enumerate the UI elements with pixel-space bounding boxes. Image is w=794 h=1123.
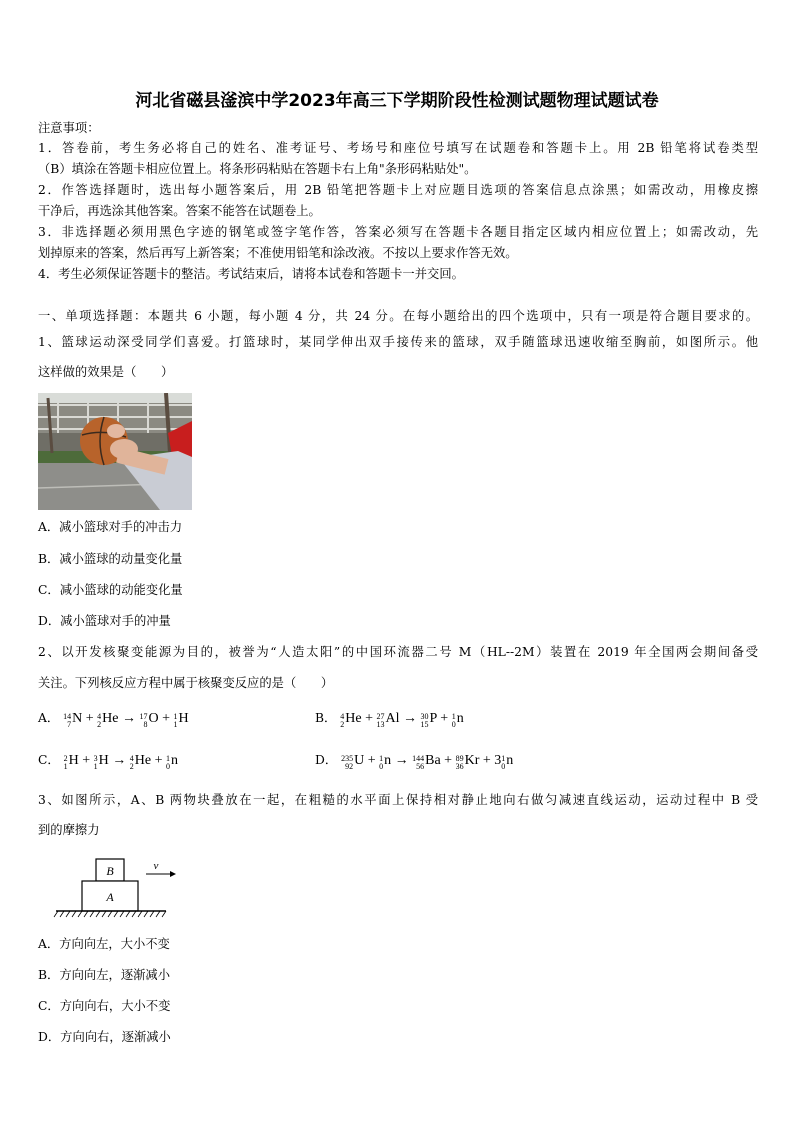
question-3-option-c: C．方向向右，大小不变 <box>38 999 171 1013</box>
basketball-photo <box>38 393 192 510</box>
option-letter: A． <box>38 711 60 725</box>
blocks-diagram <box>52 856 182 922</box>
question-1-option-b: B．减小篮球的动量变化量 <box>38 552 183 566</box>
question-3-stem-cont: 到的摩擦力 <box>38 823 100 837</box>
question-2-option-b <box>315 710 464 729</box>
section-heading: 一、单项选择题：本题共 6 小题，每小题 4 分，共 24 分。在每小题给出的四个选项中，只有一项是符合题目要求的。 <box>38 309 758 323</box>
page-title: 河北省磁县滏滨中学2023年高三下学期阶段性检测试题物理试题试卷 <box>135 91 659 111</box>
question-3-stem: 3、如图所示，A、B 两物块叠放在一起，在粗糙的水平面上保持相对静止地向右做匀减速直线运动，运动过程中 B 受 <box>38 793 758 807</box>
question-2-stem: 2、以开发核聚变能源为目的，被誉为“人造太阳”的中国环流器二号 M（HL--2M）装置在 2019 年全国两会期间备受 <box>38 645 758 659</box>
question-1-option-d: D．减小篮球对手的冲量 <box>38 614 171 628</box>
question-3-option-d: D．方向向右，逐渐减小 <box>38 1030 171 1044</box>
question-3-option-a: A．方向向左，大小不变 <box>38 937 170 951</box>
nuclear-equation: 2 1 H + 3 1 H → 4 2 He + 1 0 n <box>63 753 179 771</box>
notice-line: 划掉原来的答案，然后再写上新答案；不准使用铅笔和涂改液。不按以上要求作答无效。 <box>38 246 518 260</box>
question-3-option-b: B．方向向左，逐渐减小 <box>38 968 171 982</box>
question-1-option-a: A．减小篮球对手的冲击力 <box>38 520 183 534</box>
notice-line: 4．考生必须保证答题卡的整洁。考试结束后，请将本试卷和答题卡一并交回。 <box>38 267 464 281</box>
nuclear-equation: 235 92 U + 1 0 n → 144 56 Ba + 89 36 Kr + 3 1 0 n <box>341 753 514 771</box>
nuclear-equation: 4 2 He + 27 13 Al → 30 15 P + 1 0 n <box>340 711 464 729</box>
option-letter: C． <box>38 753 60 767</box>
notice-line: 干净后，再选涂其他答案。答案不能答在试题卷上。 <box>38 204 321 218</box>
notice-line: 3．非选择题必须用黑色字迹的钢笔或签字笔作答，答案必须写在答题卡各题目指定区域内相应位置上；如需改动，先 <box>38 225 758 239</box>
question-2-option-d <box>315 752 513 771</box>
nuclear-equation: 14 7 N + 4 2 He → 17 8 O + 1 1 H <box>63 711 189 729</box>
question-1-stem-cont: 这样做的效果是（ ） <box>38 365 174 379</box>
question-1-stem: 1、篮球运动深受同学们喜爱。打篮球时，某同学伸出双手接传来的篮球，双手随篮球迅速收缩至胸前，如图所示。他 <box>38 335 758 349</box>
notice-line: 1．答卷前，考生务必将自己的姓名、准考证号、考场号和座位号填写在试题卷和答题卡上。用 2B 铅笔将试卷类型 <box>38 141 758 155</box>
notice-line: （B）填涂在答题卡相应位置上。将条形码粘贴在答题卡右上角"条形码粘贴处"。 <box>38 162 477 176</box>
question-2-option-a <box>38 710 189 729</box>
option-letter: B． <box>315 711 337 725</box>
question-2-option-c <box>38 752 178 771</box>
label-v: v <box>153 860 159 872</box>
notice-line: 2．作答选择题时，选出每小题答案后，用 2B 铅笔把答题卡上对应题目选项的答案信息点涂黑；如需改动，用橡皮擦 <box>38 183 758 197</box>
question-2-stem-cont: 关注。下列核反应方程中属于核聚变反应的是（ ） <box>38 676 334 690</box>
label-b: B <box>106 864 114 878</box>
question-1-option-c: C．减小篮球的动能变化量 <box>38 583 183 597</box>
label-a: A <box>106 890 114 904</box>
option-letter: D． <box>315 753 338 767</box>
notice-heading: 注意事项： <box>38 121 100 135</box>
